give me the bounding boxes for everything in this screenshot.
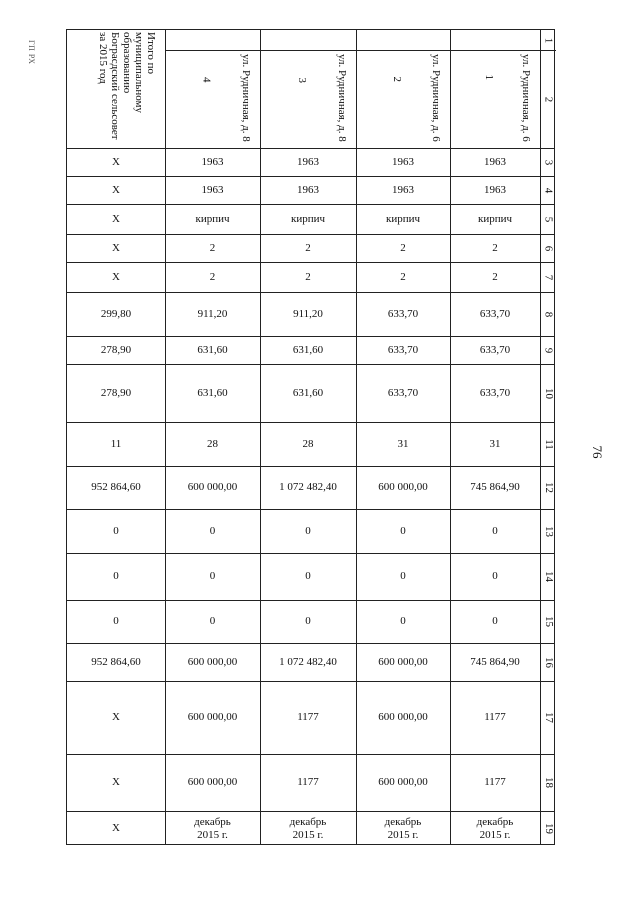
row-index-number: 8 bbox=[542, 311, 555, 317]
table-cell-c4: 631,60 bbox=[197, 343, 228, 356]
table-cell-c3: кирпич bbox=[290, 212, 326, 225]
row-index-label bbox=[540, 754, 556, 811]
table-cell-c1: 2 bbox=[492, 241, 498, 254]
row-index-number: 1 bbox=[542, 37, 555, 43]
table-cell-c4: 0 bbox=[209, 524, 216, 537]
row-index-label bbox=[540, 643, 556, 681]
row-index-number: 18 bbox=[542, 777, 555, 788]
row-index-label bbox=[540, 30, 556, 50]
row-index-label bbox=[540, 148, 556, 176]
table-cell-total: 0 bbox=[113, 524, 119, 537]
data-table bbox=[66, 29, 555, 845]
table-cell-c3: 0 bbox=[305, 615, 311, 627]
table-cell-c1: 633,70 bbox=[479, 307, 511, 320]
table-cell-c3: 1 072 482,40 bbox=[279, 481, 337, 493]
table-cell-total: 11 bbox=[110, 437, 122, 450]
row-index-number: 12 bbox=[542, 482, 555, 493]
table-cell-c2: декабрь 2015 г. bbox=[384, 815, 422, 841]
row-index-number: 19 bbox=[542, 823, 555, 834]
table-cell-c1: 2 bbox=[492, 270, 498, 283]
table-cell-c4: 600 000,00 bbox=[187, 711, 238, 723]
table-cell-c1: 0 bbox=[492, 570, 498, 582]
table-cell-total: 952 864,60 bbox=[91, 655, 141, 668]
row-index-number: 13 bbox=[542, 525, 555, 537]
row-index-label bbox=[540, 364, 556, 422]
table-cell-c4: 911,20 bbox=[197, 307, 228, 320]
row-index-number: 9 bbox=[542, 347, 555, 353]
table-cell-c1: 0 bbox=[492, 524, 498, 537]
table-cell-c3: 28 bbox=[302, 437, 314, 450]
table-cell-c2: кирпич bbox=[385, 212, 421, 225]
table-cell-c1: 0 bbox=[492, 615, 498, 627]
table-cell-c2: 1963 bbox=[392, 183, 414, 196]
row-index-label bbox=[540, 681, 556, 754]
table-cell-c2: 600 000,00 bbox=[378, 655, 428, 668]
table-cell-c2: 2 bbox=[400, 241, 406, 254]
row-index-number: 16 bbox=[542, 656, 555, 668]
table-cell-c3: 1963 bbox=[297, 183, 319, 196]
row-index-label bbox=[540, 509, 556, 553]
table-cell-c4: 2 bbox=[209, 270, 216, 283]
table-cell-c3: 0 bbox=[305, 570, 311, 582]
table-cell-c4: 0 bbox=[209, 570, 216, 582]
row-index-number: 11 bbox=[542, 438, 555, 450]
row-index-label bbox=[540, 204, 556, 234]
row-index-number: 4 bbox=[542, 187, 555, 193]
column-header-col2: ул. Рудничная, д. 6 bbox=[430, 54, 442, 142]
table-cell-total: 0 bbox=[113, 570, 119, 582]
page-number: 76 bbox=[590, 445, 605, 459]
table-cell-c3: 911,20 bbox=[293, 307, 323, 320]
margin-stamp: ГП РХ bbox=[27, 40, 36, 65]
table-cell-c2: 0 bbox=[400, 615, 406, 627]
table-cell-c1: 1177 bbox=[484, 711, 506, 723]
table-cell-c4: 600 000,00 bbox=[187, 655, 238, 668]
table-cell-total: 278,90 bbox=[100, 386, 132, 399]
row-index-label bbox=[540, 466, 556, 509]
row-index-number: 6 bbox=[542, 245, 555, 251]
table-cell-total: 0 bbox=[113, 615, 119, 627]
row-index-label bbox=[540, 176, 556, 204]
row-index-number: 3 bbox=[542, 159, 555, 165]
table-cell-c2: 600 000,00 bbox=[378, 481, 428, 493]
row-divider bbox=[165, 50, 556, 51]
table-cell-c3: 1177 bbox=[297, 776, 319, 788]
table-cell-c1: 1177 bbox=[484, 776, 506, 788]
column-index-label: 2 bbox=[391, 76, 404, 82]
table-cell-total: X bbox=[112, 212, 120, 225]
row-index-label bbox=[540, 422, 556, 466]
row-index-label bbox=[540, 811, 556, 846]
table-cell-c3: 2 bbox=[305, 270, 311, 283]
table-cell-c4: 1963 bbox=[201, 155, 224, 168]
row-index-label bbox=[540, 234, 556, 262]
table-cell-c2: 600 000,00 bbox=[378, 776, 428, 788]
table-cell-c4: 631,60 bbox=[197, 386, 228, 399]
table-cell-c1: 745 864,90 bbox=[470, 655, 520, 668]
row-index-label bbox=[540, 50, 556, 148]
column-header-total: Итого по муниципальному образованию Бограсдский сельсовет за 2015 год bbox=[97, 32, 157, 140]
table-cell-total: 278,90 bbox=[100, 343, 132, 356]
table-cell-c1: декабрь 2015 г. bbox=[476, 815, 514, 841]
table-cell-c4: 600 000,00 bbox=[187, 776, 238, 788]
table-cell-c1: 633,70 bbox=[479, 343, 511, 356]
table-cell-c1: 633,70 bbox=[479, 386, 511, 399]
column-header-col4: ул. Рудничная, д. 8 bbox=[240, 54, 252, 142]
table-cell-c2: 31 bbox=[397, 437, 409, 450]
table-cell-c3: 1963 bbox=[297, 155, 319, 168]
table-cell-c1: 1963 bbox=[484, 155, 506, 168]
table-cell-c4: 2 bbox=[209, 241, 216, 254]
table-cell-c2: 633,70 bbox=[387, 307, 419, 320]
column-index-label: 3 bbox=[296, 77, 309, 83]
row-index-number: 5 bbox=[542, 216, 555, 222]
table-cell-total: X bbox=[112, 270, 120, 283]
table-cell-c2: 1963 bbox=[392, 155, 414, 168]
column-index-label: 1 bbox=[483, 74, 496, 80]
column-index-label: 4 bbox=[201, 77, 213, 83]
row-index-label bbox=[540, 292, 556, 336]
table-cell-c4: 600 000,00 bbox=[187, 481, 238, 493]
table-cell-c2: 600 000,00 bbox=[378, 711, 428, 723]
table-cell-c1: 1963 bbox=[484, 183, 506, 196]
table-cell-c3: 2 bbox=[305, 241, 311, 254]
row-index-label bbox=[540, 262, 556, 292]
column-header-col3: ул. Рудничная, д. 8 bbox=[336, 54, 348, 142]
row-index-number: 17 bbox=[542, 712, 555, 723]
table-cell-total: 299,80 bbox=[100, 307, 132, 320]
table-cell-total: X bbox=[112, 183, 120, 196]
table-cell-c3: 1177 bbox=[297, 711, 319, 723]
table-cell-c3: 1 072 482,40 bbox=[279, 655, 337, 668]
table-cell-c4: 28 bbox=[207, 437, 218, 450]
table-cell-c3: 631,60 bbox=[292, 386, 324, 399]
table-cell-c4: 0 bbox=[209, 615, 216, 627]
table-cell-total: X bbox=[112, 241, 120, 254]
table-cell-total: 952 864,60 bbox=[91, 481, 141, 493]
row-index-label bbox=[540, 600, 556, 643]
table-cell-c2: 633,70 bbox=[387, 386, 419, 399]
table-cell-total: X bbox=[112, 822, 120, 834]
table-cell-c1: 745 864,90 bbox=[470, 481, 520, 493]
table-cell-c4: кирпич bbox=[195, 212, 230, 225]
table-cell-c2: 0 bbox=[400, 524, 406, 537]
table-cell-c3: 631,60 bbox=[292, 343, 324, 356]
table-cell-c2: 633,70 bbox=[387, 343, 419, 356]
row-index-label bbox=[540, 336, 556, 364]
row-index-number: 14 bbox=[542, 571, 555, 582]
table-cell-total: X bbox=[112, 711, 120, 723]
column-header-col1: ул. Рудничная, д. 6 bbox=[520, 54, 532, 142]
row-index-number: 7 bbox=[542, 274, 555, 280]
table-cell-c4: 1963 bbox=[201, 183, 224, 196]
table-cell-c3: декабрь 2015 г. bbox=[289, 815, 327, 841]
table-cell-total: X bbox=[112, 776, 120, 788]
table-cell-c2: 2 bbox=[400, 270, 406, 283]
table-cell-c1: 31 bbox=[489, 437, 501, 450]
row-index-number: 15 bbox=[542, 616, 555, 627]
row-index-number: 2 bbox=[542, 96, 555, 102]
table-cell-c3: 0 bbox=[305, 524, 311, 537]
row-index-number: 10 bbox=[542, 387, 555, 399]
table-cell-c2: 0 bbox=[400, 570, 406, 582]
table-cell-c1: кирпич bbox=[477, 212, 513, 225]
table-cell-c4: декабрь 2015 г. bbox=[194, 815, 231, 841]
row-index-label bbox=[540, 553, 556, 600]
table-cell-total: X bbox=[112, 155, 120, 168]
